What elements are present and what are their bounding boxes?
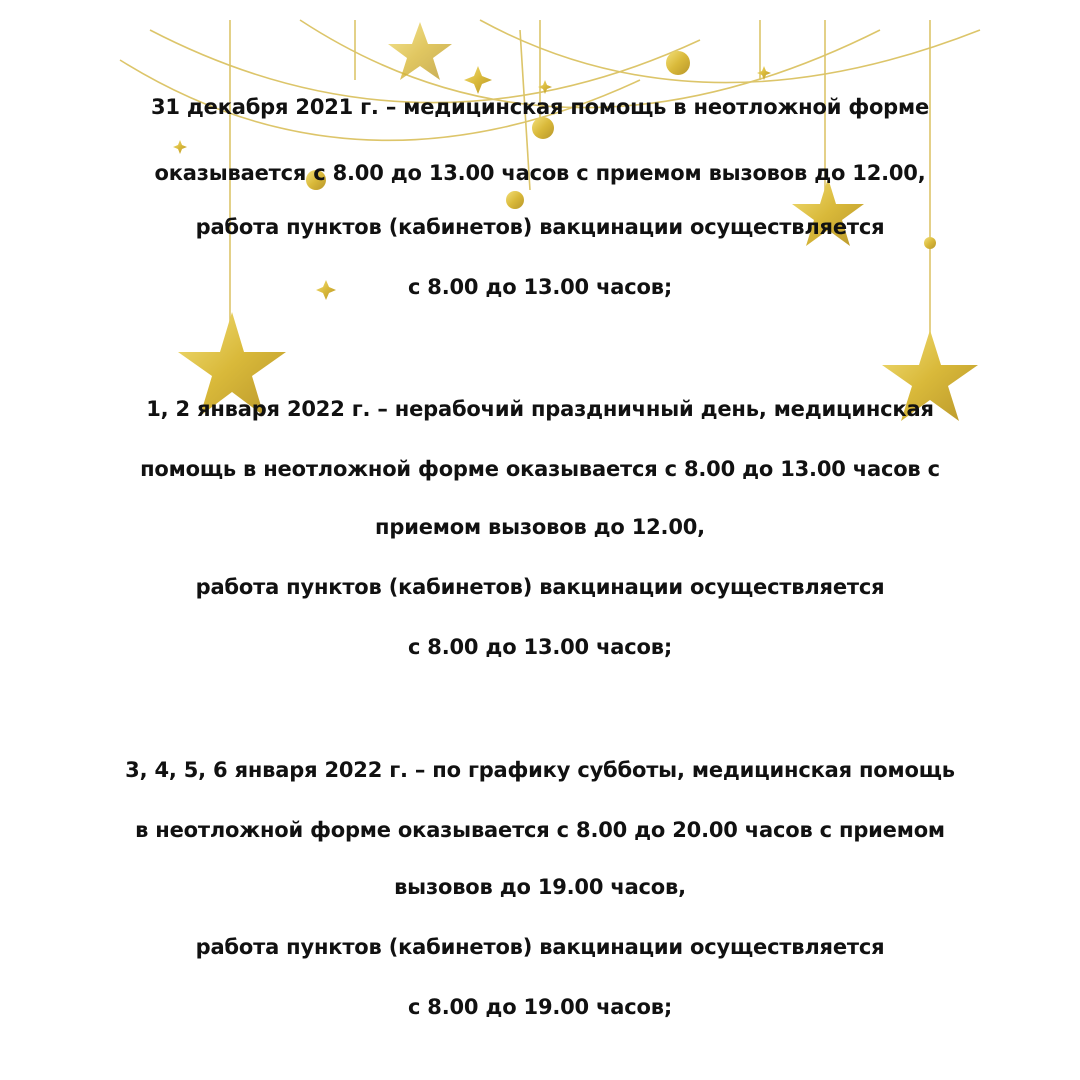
schedule-line: с 8.00 до 13.00 часов; [407,275,673,299]
schedule-line: 1, 2 января 2022 г. – нерабочий праздничный день, медицинская [146,397,934,421]
schedule-line: работа пунктов (кабинетов) вакцинации осуществляется [195,215,885,239]
schedule-line: вызовов до 19.00 часов, [394,875,686,899]
schedule-line: помощь в неотложной форме оказывается с 8.00 до 13.00 часов с [140,457,940,481]
schedule-line: оказывается с 8.00 до 13.00 часов с приемом вызовов до 12.00, [154,161,926,185]
gold-sparkle-icon [464,66,492,94]
schedule-line: приемом вызовов до 12.00, [375,515,705,539]
schedule-line: с 8.00 до 19.00 часов; [407,995,673,1019]
schedule-line: в неотложной форме оказывается с 8.00 до 20.00 часов с приемом [135,818,945,842]
schedule-line: с 8.00 до 13.00 часов; [407,635,673,659]
gold-bauble-icon [666,51,690,75]
gold-sparkle-icon [173,140,187,154]
schedule-line: работа пунктов (кабинетов) вакцинации осуществляется [195,575,885,599]
schedule-line: работа пунктов (кабинетов) вакцинации осуществляется [195,935,885,959]
gold-bauble-icon [506,191,524,209]
gold-sparkle-icon [757,66,771,80]
schedule-line: 3, 4, 5, 6 января 2022 г. – по графику субботы, медицинская помощь [125,758,955,782]
schedule-line: 31 декабря 2021 г. – медицинская помощь в неотложной форме [150,95,930,119]
